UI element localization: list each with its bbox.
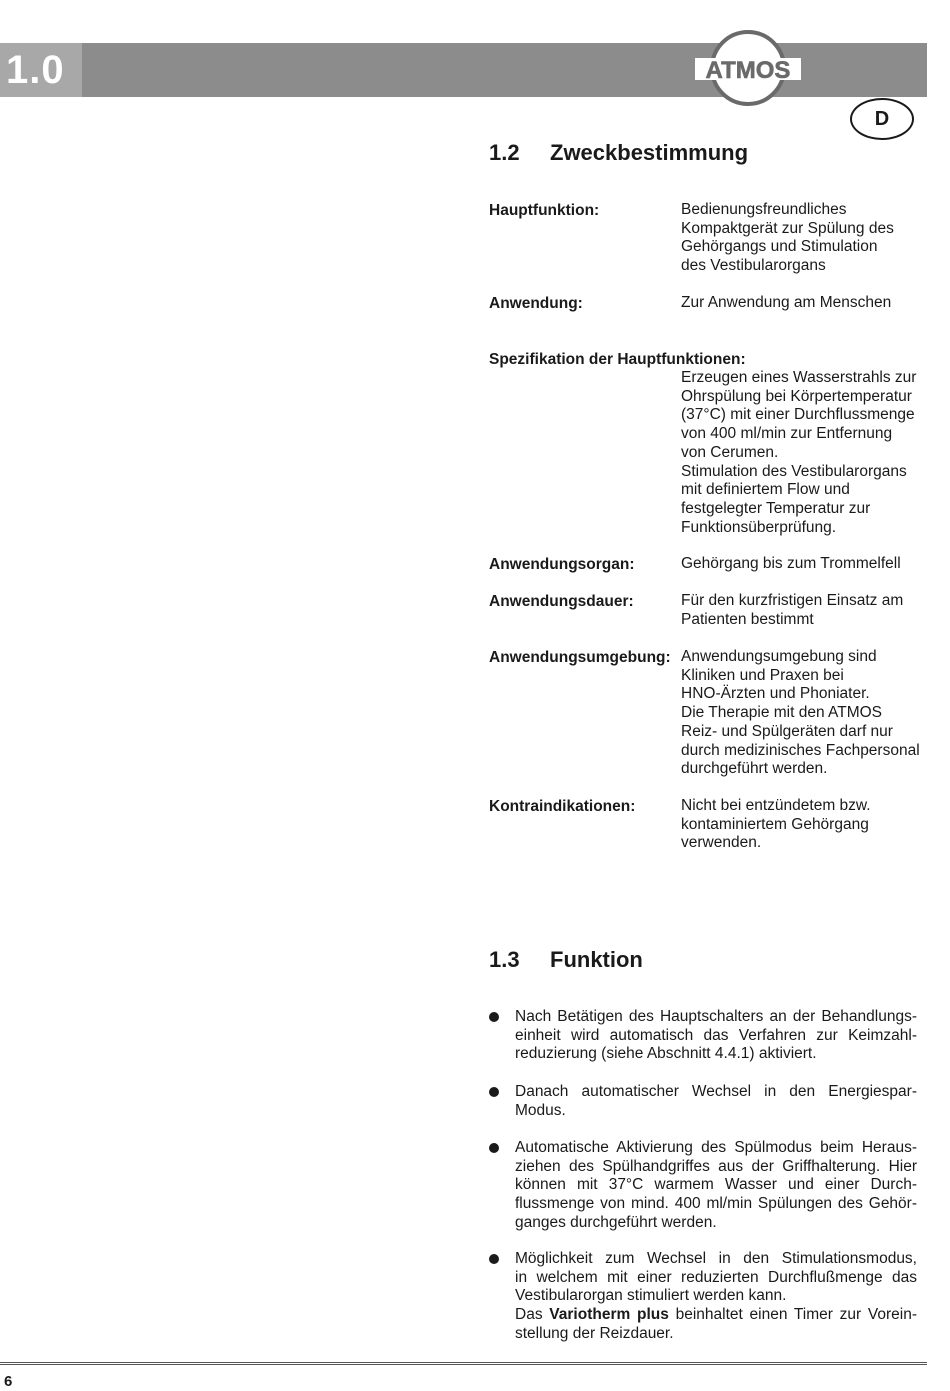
bullet-line: Danach automatischer Wechsel in den Energiespar- xyxy=(515,1083,917,1100)
definition-value-line: Für den kurzfristigen Einsatz am xyxy=(681,592,904,609)
bullet-line: ziehen des Spülhandgriffes aus der Griffhalterung. Hier xyxy=(515,1157,917,1175)
definition-value-line: festgelegter Temperatur zur xyxy=(681,499,871,517)
bullet-dot-icon xyxy=(489,1012,499,1022)
bullet-text xyxy=(515,1139,917,1233)
chapter-number: 1.0 xyxy=(0,43,82,97)
bullet-line-prefix: Das xyxy=(515,1306,550,1324)
definition-value xyxy=(681,294,931,313)
section-title: Funktion xyxy=(550,947,643,972)
definition-label: Spezifikation der Hauptfunktionen: xyxy=(489,351,746,368)
definition-value-line: Erzeugen eines Wasserstrahls zur xyxy=(681,369,917,386)
footer-rule xyxy=(0,1362,927,1365)
definition-value-line: Anwendungsumgebung sind xyxy=(681,648,877,665)
definition-value-line: mit definiertem Flow und xyxy=(681,481,850,499)
bullet-line: in welchem mit einer reduzierten Durchflußmenge das xyxy=(515,1268,917,1286)
product-name: Variotherm plus xyxy=(549,1306,669,1324)
bullet-line xyxy=(515,1306,917,1325)
bullet-line: stellung der Reizdauer. xyxy=(515,1324,674,1342)
bullet-item xyxy=(489,1008,917,1064)
bullet-line: einheit wird automatisch das Verfahren zur Keimzahl- xyxy=(515,1026,917,1044)
definition-value-line: Funktionsüberprüfung. xyxy=(681,518,837,536)
definition-value xyxy=(681,201,931,276)
section-heading-function xyxy=(489,947,643,973)
definition-value-line: Stimulation des Vestibularorgans xyxy=(681,462,907,480)
section-number: 1.2 xyxy=(489,140,520,165)
bullet-line: ganges durchgeführt werden. xyxy=(515,1213,717,1231)
definition-value-line: Kompaktgerät zur Spülung des xyxy=(681,219,894,237)
bullet-line: Möglichkeit zum Wechsel in den Stimulationsmodus, xyxy=(515,1250,917,1267)
definition-value xyxy=(681,797,931,853)
bullet-text xyxy=(515,1083,917,1120)
definition-value xyxy=(681,369,931,537)
definition-value-line: Die Therapie mit den ATMOS xyxy=(681,704,883,722)
bullet-line: Automatische Aktivierung des Spülmodus beim Heraus- xyxy=(515,1139,917,1156)
definition-value-line: Gehörgang bis zum Trommelfell xyxy=(681,555,901,572)
definition-value-line: Ohrspülung bei Körpertemperatur xyxy=(681,387,912,405)
definition-value xyxy=(681,555,931,574)
definition-value-line: HNO-Ärzten und Phoniater. xyxy=(681,685,870,703)
bullet-item xyxy=(489,1139,917,1233)
atmos-logo xyxy=(693,28,803,108)
definition-label: Anwendungsdauer: xyxy=(489,593,634,610)
bullet-text xyxy=(515,1250,917,1344)
definition-label: Anwendung: xyxy=(489,295,583,312)
definition-value-line: Nicht bei entzündetem bzw. xyxy=(681,797,871,814)
definition-value-line: Gehörgangs und Stimulation xyxy=(681,238,878,256)
bullet-dot-icon xyxy=(489,1143,499,1153)
bullet-line: Vestibularorgan stimuliert werden kann. xyxy=(515,1287,787,1305)
bullet-line: reduzierung (siehe Abschnitt 4.4.1) aktiviert. xyxy=(515,1045,817,1063)
bullet-item xyxy=(489,1083,917,1120)
definition-value-line: verwenden. xyxy=(681,834,762,852)
bullet-dot-icon xyxy=(489,1254,499,1264)
bullet-item xyxy=(489,1250,917,1344)
language-badge: D xyxy=(850,98,914,140)
definition-value-line: Bedienungsfreundliches xyxy=(681,201,847,218)
definition-value-line: durchgeführt werden. xyxy=(681,760,828,778)
logo-text: ATMOS xyxy=(705,57,791,84)
bullet-line: Modus. xyxy=(515,1101,566,1119)
definition-value-line: durch medizinisches Fachpersonal xyxy=(681,741,920,759)
bullet-line: flussmenge von mind. 400 ml/min Spülungen des Gehör- xyxy=(515,1195,917,1213)
section-number: 1.3 xyxy=(489,947,520,972)
definition-value-line: Zur Anwendung am Menschen xyxy=(681,294,892,311)
definition-value-line: kontaminiertem Gehörgang xyxy=(681,815,869,833)
bullet-line: können mit 37°C warmem Wasser und einer Durch- xyxy=(515,1176,917,1194)
definition-value-line: Kliniken und Praxen bei xyxy=(681,666,844,684)
definition-value-line: des Vestibularorgans xyxy=(681,257,826,275)
definition-value xyxy=(681,648,931,779)
definition-label: Kontraindikationen: xyxy=(489,798,636,815)
page-number: 6 xyxy=(4,1373,13,1390)
definition-label: Hauptfunktion: xyxy=(489,202,600,219)
definition-value-line: Patienten bestimmt xyxy=(681,610,814,628)
bullet-line-rest: beinhaltet einen Timer zur Vorein- xyxy=(668,1306,917,1324)
definition-value-line: von 400 ml/min zur Entfernung xyxy=(681,425,893,443)
bullet-line: Nach Betätigen des Hauptschalters an der Behandlungs- xyxy=(515,1008,917,1025)
definition-value-line: Reiz- und Spülgeräten darf nur xyxy=(681,722,893,740)
definition-label: Anwendungsorgan: xyxy=(489,556,635,573)
bullet-text xyxy=(515,1008,917,1064)
definition-value-line: (37°C) mit einer Durchflussmenge xyxy=(681,406,915,424)
section-title: Zweckbestimmung xyxy=(550,140,749,165)
definition-value-line: von Cerumen. xyxy=(681,443,779,461)
bullet-dot-icon xyxy=(489,1087,499,1097)
definition-value xyxy=(681,592,931,629)
section-heading-purpose xyxy=(489,140,748,166)
definition-label: Anwendungsumgebung: xyxy=(489,649,671,666)
